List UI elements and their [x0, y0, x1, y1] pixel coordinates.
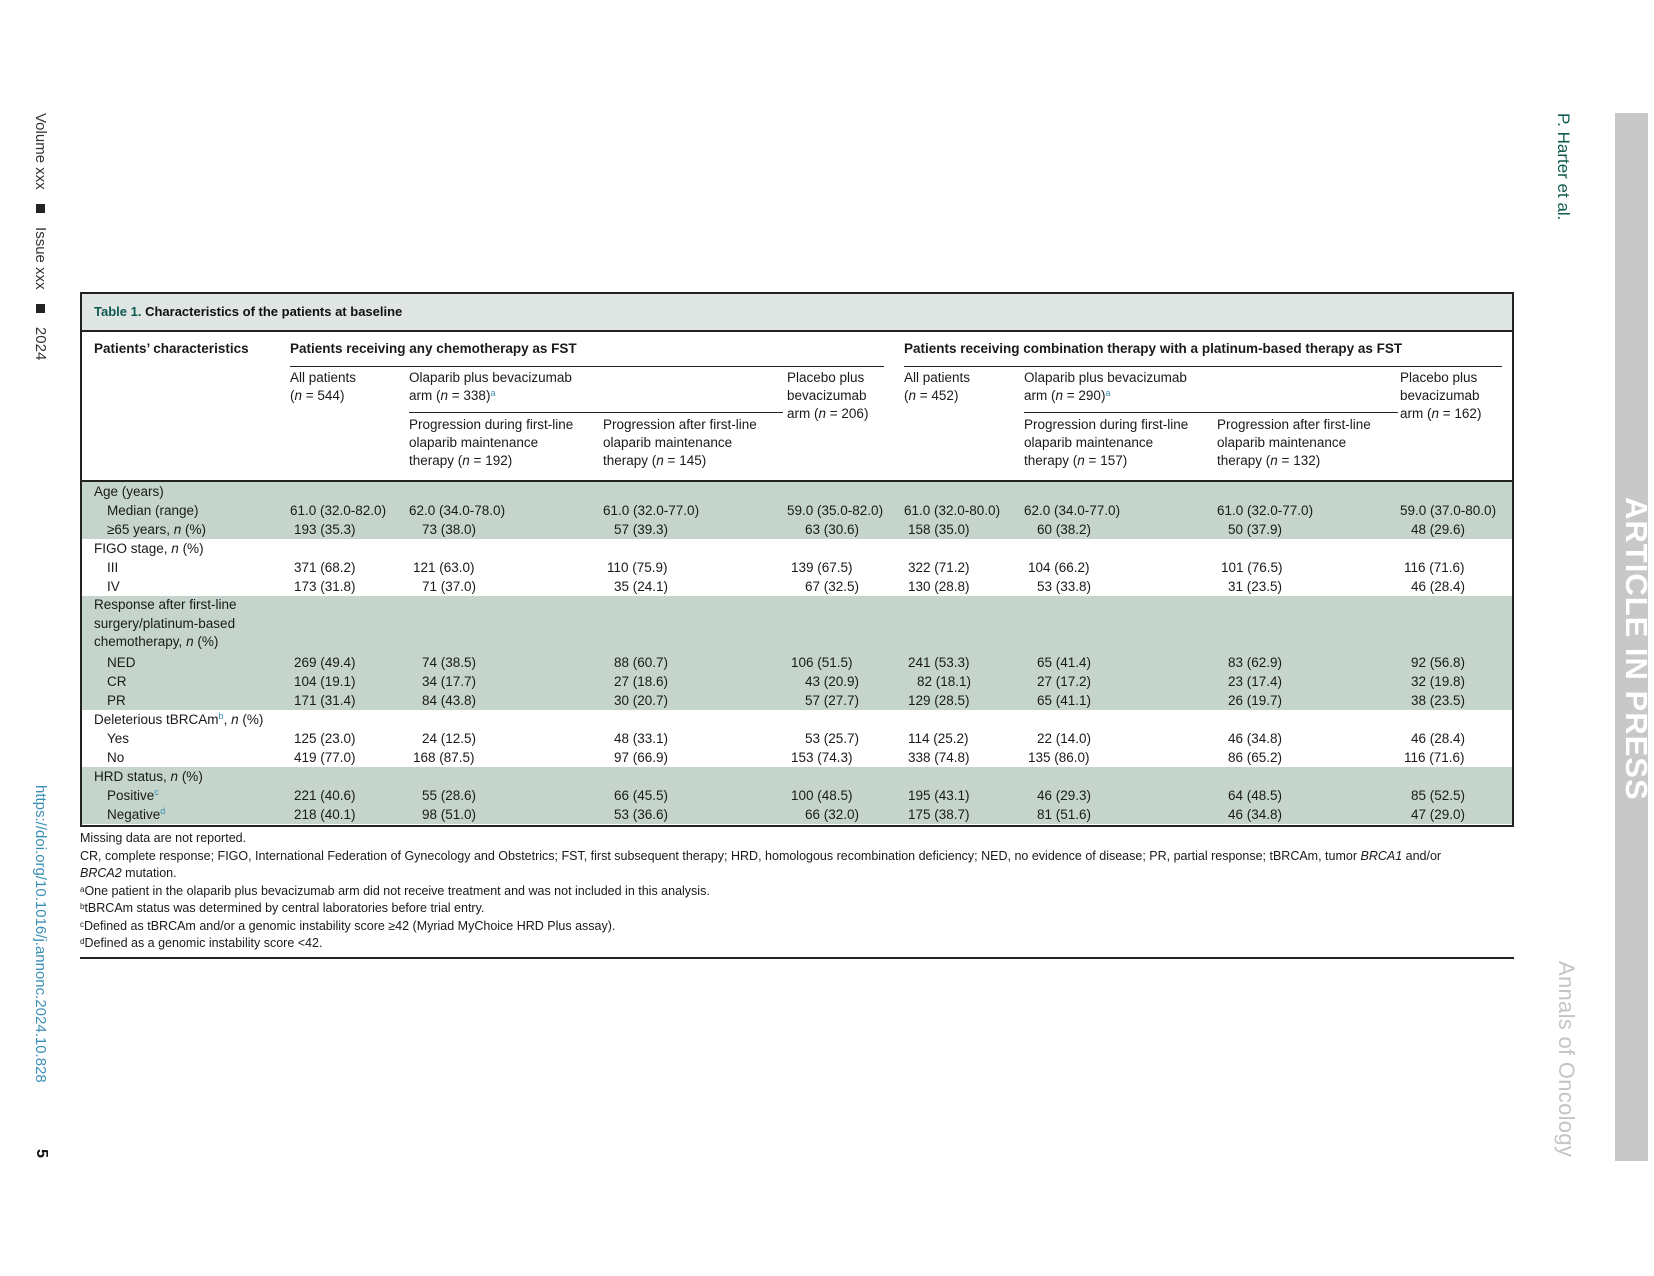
table-cell: 26 (19.7): [1228, 693, 1283, 708]
table-cell: 57 (39.3): [614, 522, 669, 537]
table-cell: 59.0 (37.0-80.0): [1400, 503, 1497, 518]
table-cell: 73 (38.0): [422, 522, 477, 537]
footnote-b: $^b$tBRCAm status was determined by central laboratories before trial entry.: [80, 901, 485, 915]
table-cell: 61.0 (32.0-82.0): [290, 503, 387, 518]
g2-progression-during-header: Progression during first-line olaparib maintenance therapy (n = 157): [1024, 417, 1189, 468]
table-row: [82, 748, 1512, 767]
table-cell: 82 (18.1): [917, 674, 972, 689]
table-cell: 86 (65.2): [1228, 750, 1283, 765]
table-title: [82, 294, 1512, 332]
table-cell: 135 (86.0): [1028, 750, 1090, 765]
row-label: NED: [107, 655, 136, 670]
year-text: 2024: [32, 326, 49, 361]
table-cell: 153 (74.3): [791, 750, 853, 765]
g2-olaparib-header: Olaparib plus bevacizumab arm (n = 290)$^a$: [1024, 370, 1187, 403]
table-cell: 55 (28.6): [422, 788, 477, 803]
table-cell: 35 (24.1): [614, 579, 669, 594]
table-cell: 38 (23.5): [1411, 693, 1466, 708]
volume-text: Volume xxx: [32, 113, 49, 190]
row-label: CR: [107, 674, 127, 689]
table-cell: 338 (74.8): [908, 750, 970, 765]
table-cell: 46 (34.8): [1228, 807, 1283, 822]
table-cell: 66 (32.0): [805, 807, 860, 822]
table-cell: 48 (33.1): [614, 731, 669, 746]
table-cell: 84 (43.8): [422, 693, 477, 708]
table-cell: 101 (76.5): [1221, 560, 1283, 575]
table-cell: 116 (71.6): [1404, 560, 1465, 575]
square-separator-icon: [36, 204, 45, 213]
table-cell: 46 (29.3): [1037, 788, 1092, 803]
table-cell: 22 (14.0): [1037, 731, 1092, 746]
table-cell: 47 (29.0): [1411, 807, 1466, 822]
table-cell: 50 (37.9): [1228, 522, 1283, 537]
table-cell: 59.0 (35.0-82.0): [787, 503, 884, 518]
table-cell: 88 (60.7): [614, 655, 669, 670]
row-label-figo: FIGO stage, n (%): [94, 541, 204, 556]
table-cell: 61.0 (32.0-80.0): [904, 503, 1001, 518]
g1-placebo-header: Placebo plus bevacizumab arm (n = 206): [787, 370, 869, 421]
table-footnotes: [80, 830, 1514, 953]
table-cell: 92 (56.8): [1411, 655, 1466, 670]
table-row: [82, 577, 1512, 596]
table-cell: 53 (33.8): [1037, 579, 1092, 594]
row-label: ≥65 years, n (%): [107, 522, 206, 537]
row-label-tbrcam: Deleterious tBRCAm$^b$, n (%): [94, 711, 264, 727]
table-cell: 269 (49.4): [294, 655, 356, 670]
table-cell: 74 (38.5): [422, 655, 477, 670]
footnote-bottom-rule: [80, 957, 1514, 959]
footnote-d-marker[interactable]: d: [160, 806, 166, 816]
table-cell: 98 (51.0): [422, 807, 477, 822]
table-cell: 104 (19.1): [294, 674, 356, 689]
table-caption: Characteristics of the patients at baseline: [145, 304, 403, 319]
table-cell: 175 (38.7): [908, 807, 970, 822]
table-cell: 173 (31.8): [294, 579, 356, 594]
g1-all-patients-header: All patients (n = 544): [290, 370, 357, 403]
g2-progression-after-header: Progression after first-line olaparib maintenance therapy (n = 132): [1217, 417, 1371, 468]
table-cell: 65 (41.1): [1037, 693, 1092, 708]
table-cell: 129 (28.5): [908, 693, 970, 708]
table-row: [82, 805, 1512, 824]
table-cell: 158 (35.0): [908, 522, 970, 537]
table-cell: 116 (71.6): [1404, 750, 1465, 765]
issue-text: Issue xxx: [32, 227, 49, 290]
row-label-response: Response after first-line surgery/platinum-based chemotherapy, n (%): [94, 597, 237, 649]
table-cell: 81 (51.6): [1037, 807, 1092, 822]
table-cell: 71 (37.0): [422, 579, 477, 594]
group2-header: Patients receiving combination therapy with a platinum-based therapy as FST: [904, 341, 1403, 356]
footnote-c-marker[interactable]: c: [154, 787, 159, 797]
row-label-age: Age (years): [94, 484, 164, 499]
table-row: [82, 520, 1512, 539]
table-cell: 104 (66.2): [1028, 560, 1090, 575]
article-in-press-label: ARTICLE IN PRESS: [1619, 497, 1654, 801]
footnote-c: $^c$Defined as tBRCAm and/or a genomic instability score ≥42 (Myriad MyChoice HRD Plus assay).: [80, 918, 616, 933]
table-cell: 34 (17.7): [422, 674, 477, 689]
table-cell: 61.0 (32.0-77.0): [603, 503, 700, 518]
journal-name: Annals of Oncology: [1554, 961, 1579, 1158]
table-cell: 23 (17.4): [1228, 674, 1283, 689]
page-number: 5: [33, 1149, 50, 1158]
row-label: Yes: [107, 731, 130, 746]
table-cell: 195 (43.1): [908, 788, 970, 803]
footnote-missing: Missing data are not reported.: [80, 831, 247, 845]
table-cell: 27 (18.6): [614, 674, 669, 689]
row-label: PR: [107, 693, 126, 708]
table-cell: 130 (28.8): [908, 579, 970, 594]
table-cell: 62.0 (34.0-78.0): [409, 503, 506, 518]
table-header: [82, 332, 1512, 482]
group1-header: Patients receiving any chemotherapy as FST: [290, 341, 577, 356]
table-cell: 121 (63.0): [413, 560, 475, 575]
table-cell: 168 (87.5): [413, 750, 475, 765]
table-cell: 64 (48.5): [1228, 788, 1283, 803]
table-cell: 218 (40.1): [294, 807, 356, 822]
row-label: IV: [107, 579, 120, 594]
table-cell: 53 (36.6): [614, 807, 669, 822]
table-cell: 371 (68.2): [294, 560, 356, 575]
table-cell: 24 (12.5): [422, 731, 477, 746]
table-label: Table 1.: [94, 304, 142, 319]
g1-progression-after-header: Progression after first-line olaparib maintenance therapy (n = 145): [603, 417, 757, 468]
table-row: [82, 482, 1512, 501]
table-cell: 31 (23.5): [1228, 579, 1283, 594]
table-cell: 171 (31.4): [294, 693, 356, 708]
volume-issue-year: [32, 113, 49, 360]
table-1: [80, 292, 1514, 827]
table-cell: 43 (20.9): [805, 674, 860, 689]
g1-olaparib-rule: [409, 412, 783, 413]
footnote-b-marker[interactable]: b: [218, 711, 224, 721]
g1-progression-during-header: Progression during first-line olaparib maintenance therapy (n = 192): [409, 417, 574, 468]
table-cell: 67 (32.5): [805, 579, 860, 594]
table-cell: 125 (23.0): [294, 731, 356, 746]
table-cell: 27 (17.2): [1037, 674, 1092, 689]
table-cell: 65 (41.4): [1037, 655, 1092, 670]
table-cell: 57 (27.7): [805, 693, 860, 708]
g1-olaparib-header: Olaparib plus bevacizumab arm (n = 338)$^a$: [409, 370, 572, 403]
row-label: Median (range): [107, 503, 199, 518]
g2-all-patients-header: All patients (n = 452): [904, 370, 971, 403]
table-cell: 97 (66.9): [614, 750, 669, 765]
table-cell: 66 (45.5): [614, 788, 669, 803]
row-label: No: [107, 750, 125, 765]
footnote-a: $^a$One patient in the olaparib plus bevacizumab arm did not receive treatment and was not included in this analysis.: [80, 883, 710, 898]
table-cell: 61.0 (32.0-77.0): [1217, 503, 1314, 518]
table-cell: 46 (34.8): [1228, 731, 1283, 746]
table-cell: 63 (30.6): [805, 522, 860, 537]
table-row: [82, 691, 1512, 710]
group1-rule: [290, 366, 884, 367]
table-cell: 139 (67.5): [791, 560, 853, 575]
table-cell: 48 (29.6): [1411, 522, 1466, 537]
table-row: [82, 653, 1512, 672]
running-author: P. Harter et al.: [1554, 113, 1573, 221]
table-cell: 114 (25.2): [908, 731, 969, 746]
table-cell: 419 (77.0): [294, 750, 356, 765]
footnote-a-marker[interactable]: a: [490, 388, 496, 398]
table-cell: 46 (28.4): [1411, 579, 1466, 594]
table-row: [82, 672, 1512, 691]
table-cell: 106 (51.5): [791, 655, 853, 670]
table-cell: 322 (71.2): [908, 560, 970, 575]
table-row: [82, 596, 1512, 653]
footnote-abbreviations: CR, complete response; FIGO, International Federation of Gynecology and Obstetrics; FST, first subsequent therapy; HRD, homologous recombination deficiency; NED, no evidence of disease; PR, partial response; tBRCAm, tumor BRCA1 and/or BRCA2 mutation.: [80, 848, 1442, 880]
footnote-d: $^d$Defined as a genomic instability score <42.: [80, 936, 323, 950]
table-cell: 193 (35.3): [294, 522, 356, 537]
table-body: [82, 482, 1512, 824]
group2-rule: [904, 366, 1502, 367]
doi-link[interactable]: https://doi.org/10.1016/j.annonc.2024.10.828: [32, 785, 49, 1083]
table-cell: 62.0 (34.0-77.0): [1024, 503, 1121, 518]
table-cell: 85 (52.5): [1411, 788, 1466, 803]
table-cell: 110 (75.9): [607, 560, 668, 575]
square-separator-icon: [36, 304, 45, 313]
table-row: [82, 786, 1512, 805]
table-row: [82, 710, 1512, 729]
table-row: [82, 729, 1512, 748]
col-header-characteristics: Patients’ characteristics: [94, 341, 249, 356]
table-row: [82, 558, 1512, 577]
table-cell: 100 (48.5): [791, 788, 853, 803]
table-cell: 241 (53.3): [908, 655, 970, 670]
g2-placebo-header: Placebo plus bevacizumab arm (n = 162): [1400, 370, 1482, 421]
table-cell: 83 (62.9): [1228, 655, 1283, 670]
row-label: Negative$^d$: [107, 806, 166, 822]
table-row: [82, 767, 1512, 786]
table-cell: 46 (28.4): [1411, 731, 1466, 746]
table-cell: 32 (19.8): [1411, 674, 1466, 689]
table-row: [82, 501, 1512, 520]
table-cell: 30 (20.7): [614, 693, 669, 708]
row-label: Positive$^c$: [107, 787, 159, 803]
g2-olaparib-rule: [1024, 412, 1398, 413]
table-cell: 53 (25.7): [805, 731, 860, 746]
row-label-hrd: HRD status, n (%): [94, 769, 203, 784]
row-label: III: [107, 560, 119, 575]
footnote-a-marker[interactable]: a: [1105, 388, 1111, 398]
table-row: [82, 539, 1512, 558]
table-cell: 60 (38.2): [1037, 522, 1092, 537]
table-cell: 221 (40.6): [294, 788, 356, 803]
